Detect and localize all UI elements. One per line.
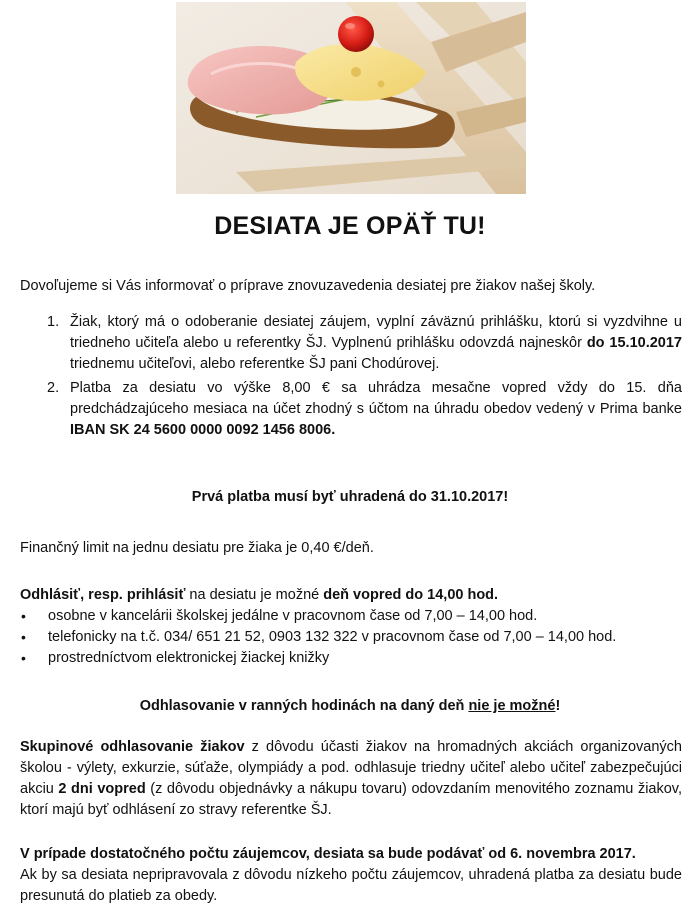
signoff-paragraph (20, 585, 682, 606)
group-bold-a: Skupinové odhlasovanie žiakov (20, 739, 245, 755)
step-text-a: Platba za desiatu vo výške 8,00 € sa uhrádza mesačne vopred vždy do 15. dňa predchádzajúceho mesiaca na účet zhodný s účtom na úhradu obedov vedený v Prima banke (70, 380, 682, 417)
list-item-text: osobne v kancelárii školskej jedálne v pracovnom čase od 7,00 – 14,00 hod. (48, 608, 538, 624)
bullet-icon: • (21, 650, 26, 666)
page-title: DESIATA JE OPÄŤ TU! (214, 212, 486, 240)
limit-paragraph: Finančný limit na jednu desiatu pre žiaka je 0,40 €/deň. (20, 540, 374, 556)
group-text-a: z dôvodu účasti žiakov na hromadných akciách organizovaných školou - výlety, exkurzie, súťaže, olympiády a pod. odhlasuje triedny učiteľ alebo učiteľ zabezpečujúci akciu (20, 739, 682, 797)
morning-underlined: nie je možné (468, 698, 556, 714)
list-item (20, 606, 682, 627)
bullet-icon: • (21, 629, 26, 645)
step-number: 1. (47, 314, 60, 330)
first-payment-text: Prvá platba musí byť uhradená do 31.10.2017! (191, 489, 509, 505)
list-item (20, 648, 682, 669)
morning-end: ! (555, 698, 561, 714)
closing-paragraph (20, 844, 682, 907)
bullet-icon: • (21, 608, 26, 624)
list-item-text: prostredníctvom elektronickej žiackej knižky (48, 650, 330, 666)
sandwich-illustration (176, 2, 526, 194)
group-text-b: (z dôvodu objednávky a nákupu tovaru) odovzdaním menovitého zoznamu žiakov, ktorí majú byť odhlásení zo stravy referentke ŠJ. (20, 781, 682, 818)
group-bold-b: 2 dni vopred (58, 781, 146, 797)
step-item (20, 378, 682, 441)
first-payment-notice (0, 487, 700, 508)
closing-text: Ak by sa desiata nepripravovala z dôvodu nízkeho počtu záujemcov, uhradená platba za desiatu bude presunutá do platieb za obedy. (20, 867, 682, 904)
steps-list (20, 312, 682, 444)
sandwich-photo (176, 2, 526, 194)
step-item (20, 312, 682, 375)
morning-text: Odhlasovanie v ranných hodinách na daný deň (139, 698, 469, 714)
signoff-text: na desiatu je možné (185, 587, 324, 603)
step-text-b: triednemu učiteľovi, alebo referentke ŠJ pani Chodúrovej. (70, 356, 440, 372)
step-number: 2. (47, 380, 60, 396)
list-item-text: telefonicky na t.č. 034/ 651 21 52, 0903 132 322 v pracovnom čase od 7,00 – 14,00 hod. (48, 629, 617, 645)
step-deadline: do 15.10.2017 (586, 335, 682, 351)
closing-bold: V prípade dostatočného počtu záujemcov, desiata sa bude podávať od 6. novembra 2017. (20, 846, 636, 862)
intro-paragraph: Dovoľujeme si Vás informovať o príprave znovuzavedenia desiatej pre žiakov našej školy. (20, 278, 596, 294)
signoff-methods-list (20, 606, 682, 669)
step-text-a: Žiak, ktorý má o odoberanie desiatej záujem, vyplní záväznú prihlášku, ktorú si vyzdvihne u triedneho učiteľa alebo u referentky ŠJ. Vyplnenú prihlášku odovzdá najneskôr (70, 314, 682, 351)
list-item (20, 627, 682, 648)
step-iban: IBAN SK 24 5600 0000 0092 1456 8006. (70, 422, 336, 438)
group-paragraph (20, 737, 682, 821)
signoff-bold-b: deň vopred do 14,00 hod. (323, 587, 499, 603)
morning-notice (0, 696, 700, 717)
signoff-bold-a: Odhlásiť, resp. prihlásiť (20, 587, 186, 603)
